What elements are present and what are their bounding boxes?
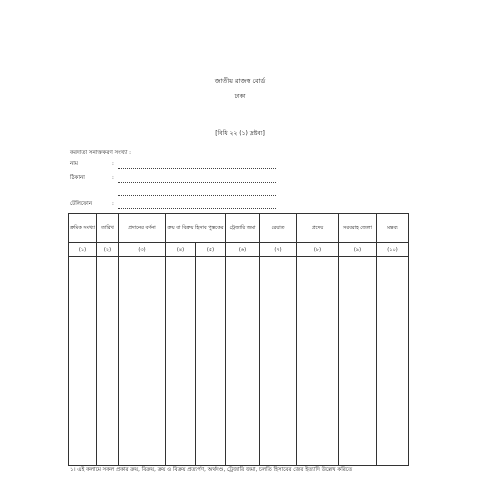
col-number: (৫) [196,243,226,257]
col-number: (৯) [339,243,377,257]
name-dotted-line [118,168,276,169]
register-table [68,213,409,466]
col-header-date: তারিখ [97,214,119,243]
col-number: (১) [69,243,97,257]
table-number-row [69,243,409,257]
table-header-row [69,214,409,243]
telephone-dotted-line [118,208,276,209]
empty-cell [97,257,119,466]
col-header-buyer-seller: ক্রয় বা বিক্রয় হিসাব পুস্তকের [166,214,226,243]
empty-cell [166,257,196,466]
col-number: (৩) [119,243,166,257]
empty-cell [119,257,166,466]
telephone-colon: : [112,201,114,207]
col-header-remarks: মন্তব্য [377,214,409,243]
taxpayer-id-label: করদাতা সনাক্তকরণ সংখ্যা : [70,150,132,156]
col-number: (৪) [166,243,196,257]
telephone-label: টেলিফোন [70,201,93,207]
empty-cell [196,257,226,466]
empty-cell [339,257,377,466]
name-label: নাম [70,161,78,167]
address-colon: : [112,175,114,181]
col-number: (৭) [260,243,297,257]
empty-cell [69,257,97,466]
heading-board: জাতীয় রাজস্ব বোর্ড [214,77,266,85]
heading-rule: [বিধি ২২ (১) দ্রষ্টব্য] [215,130,265,137]
col-header-serial: ক্রমিক সংখ্যা [69,214,97,243]
col-header-treasury: ট্রেজারি জমা [226,214,260,243]
col-number: (৬) [226,243,260,257]
col-header-description: প্রদানের বর্ণনা [119,214,166,243]
col-number: (১০) [377,243,409,257]
col-header-statement: প্রদেয় [297,214,339,243]
col-header-district: সরবরাহ জেলা [339,214,377,243]
empty-cell [297,257,339,466]
col-number: (২) [97,243,119,257]
empty-cell [260,257,297,466]
address-dotted-line-1 [118,182,276,183]
address-label: ঠিকানা [70,175,85,181]
empty-cell [226,257,260,466]
col-header-amount: রেয়াত [260,214,297,243]
address-dotted-line-2 [118,195,276,196]
footnote: ১। এই কলামে সকল প্রকার ক্রয়, বিক্রয়, ক্রয় ও বিক্রয় প্রত্যর্পণ, অর্থদণ্ড, ট্রেজারি জমা, চলতি হিসাবের জের ইত্যাদি উল্লেখ করিতে [70,467,353,473]
heading-city: ঢাকা [234,93,246,100]
empty-cell [377,257,409,466]
table-empty-row [69,257,409,466]
name-colon: : [112,161,114,167]
col-number: (৮) [297,243,339,257]
